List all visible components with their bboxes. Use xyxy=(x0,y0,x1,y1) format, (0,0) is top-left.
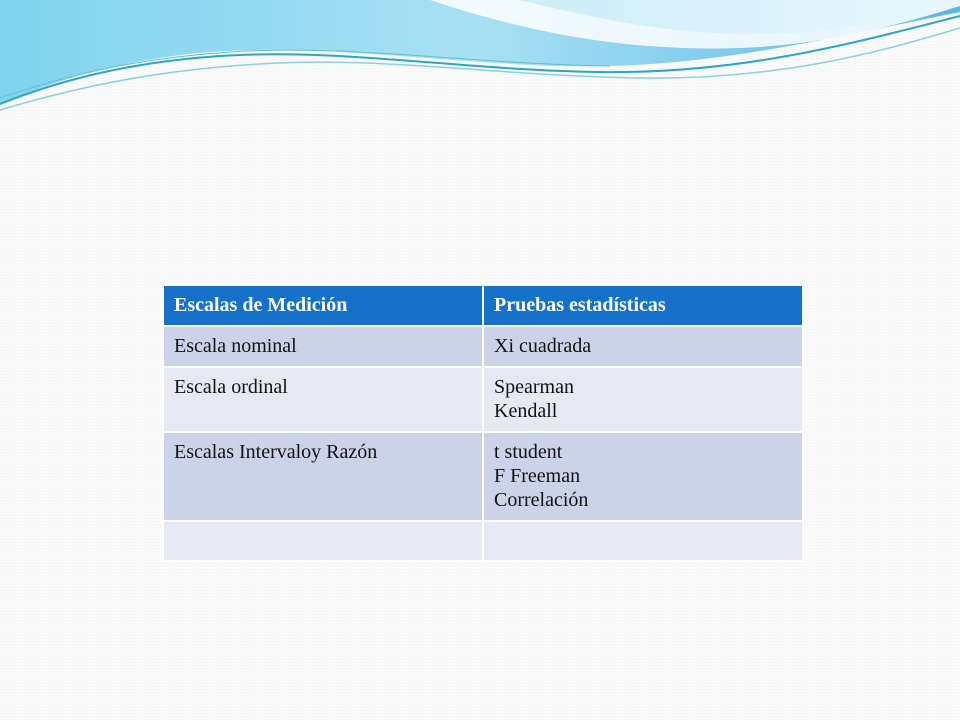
table-row xyxy=(163,326,803,367)
header-tests: Pruebas estadísticas xyxy=(483,285,803,326)
tests-cell xyxy=(483,326,803,367)
table-row xyxy=(163,432,803,521)
table-row-empty xyxy=(163,521,803,561)
tests-cell xyxy=(483,367,803,432)
test-item: t student xyxy=(494,441,563,463)
test-item: Correlación xyxy=(494,489,589,511)
header-scales: Escalas de Medición xyxy=(163,285,483,326)
test-item: Xi cuadrada xyxy=(494,335,592,357)
decorative-wave-banner xyxy=(0,0,960,130)
test-item: Kendall xyxy=(494,400,558,422)
tests-cell xyxy=(483,521,803,561)
table-header-row xyxy=(163,285,803,326)
scale-cell xyxy=(163,521,483,561)
test-item: Spearman xyxy=(494,376,574,398)
scales-tests-table xyxy=(162,284,804,562)
table-row xyxy=(163,367,803,432)
scale-cell: Escalas Intervaloy Razón xyxy=(163,432,483,521)
scale-cell: Escala nominal xyxy=(163,326,483,367)
test-item: F Freeman xyxy=(494,465,581,487)
scale-cell: Escala ordinal xyxy=(163,367,483,432)
tests-cell xyxy=(483,432,803,521)
